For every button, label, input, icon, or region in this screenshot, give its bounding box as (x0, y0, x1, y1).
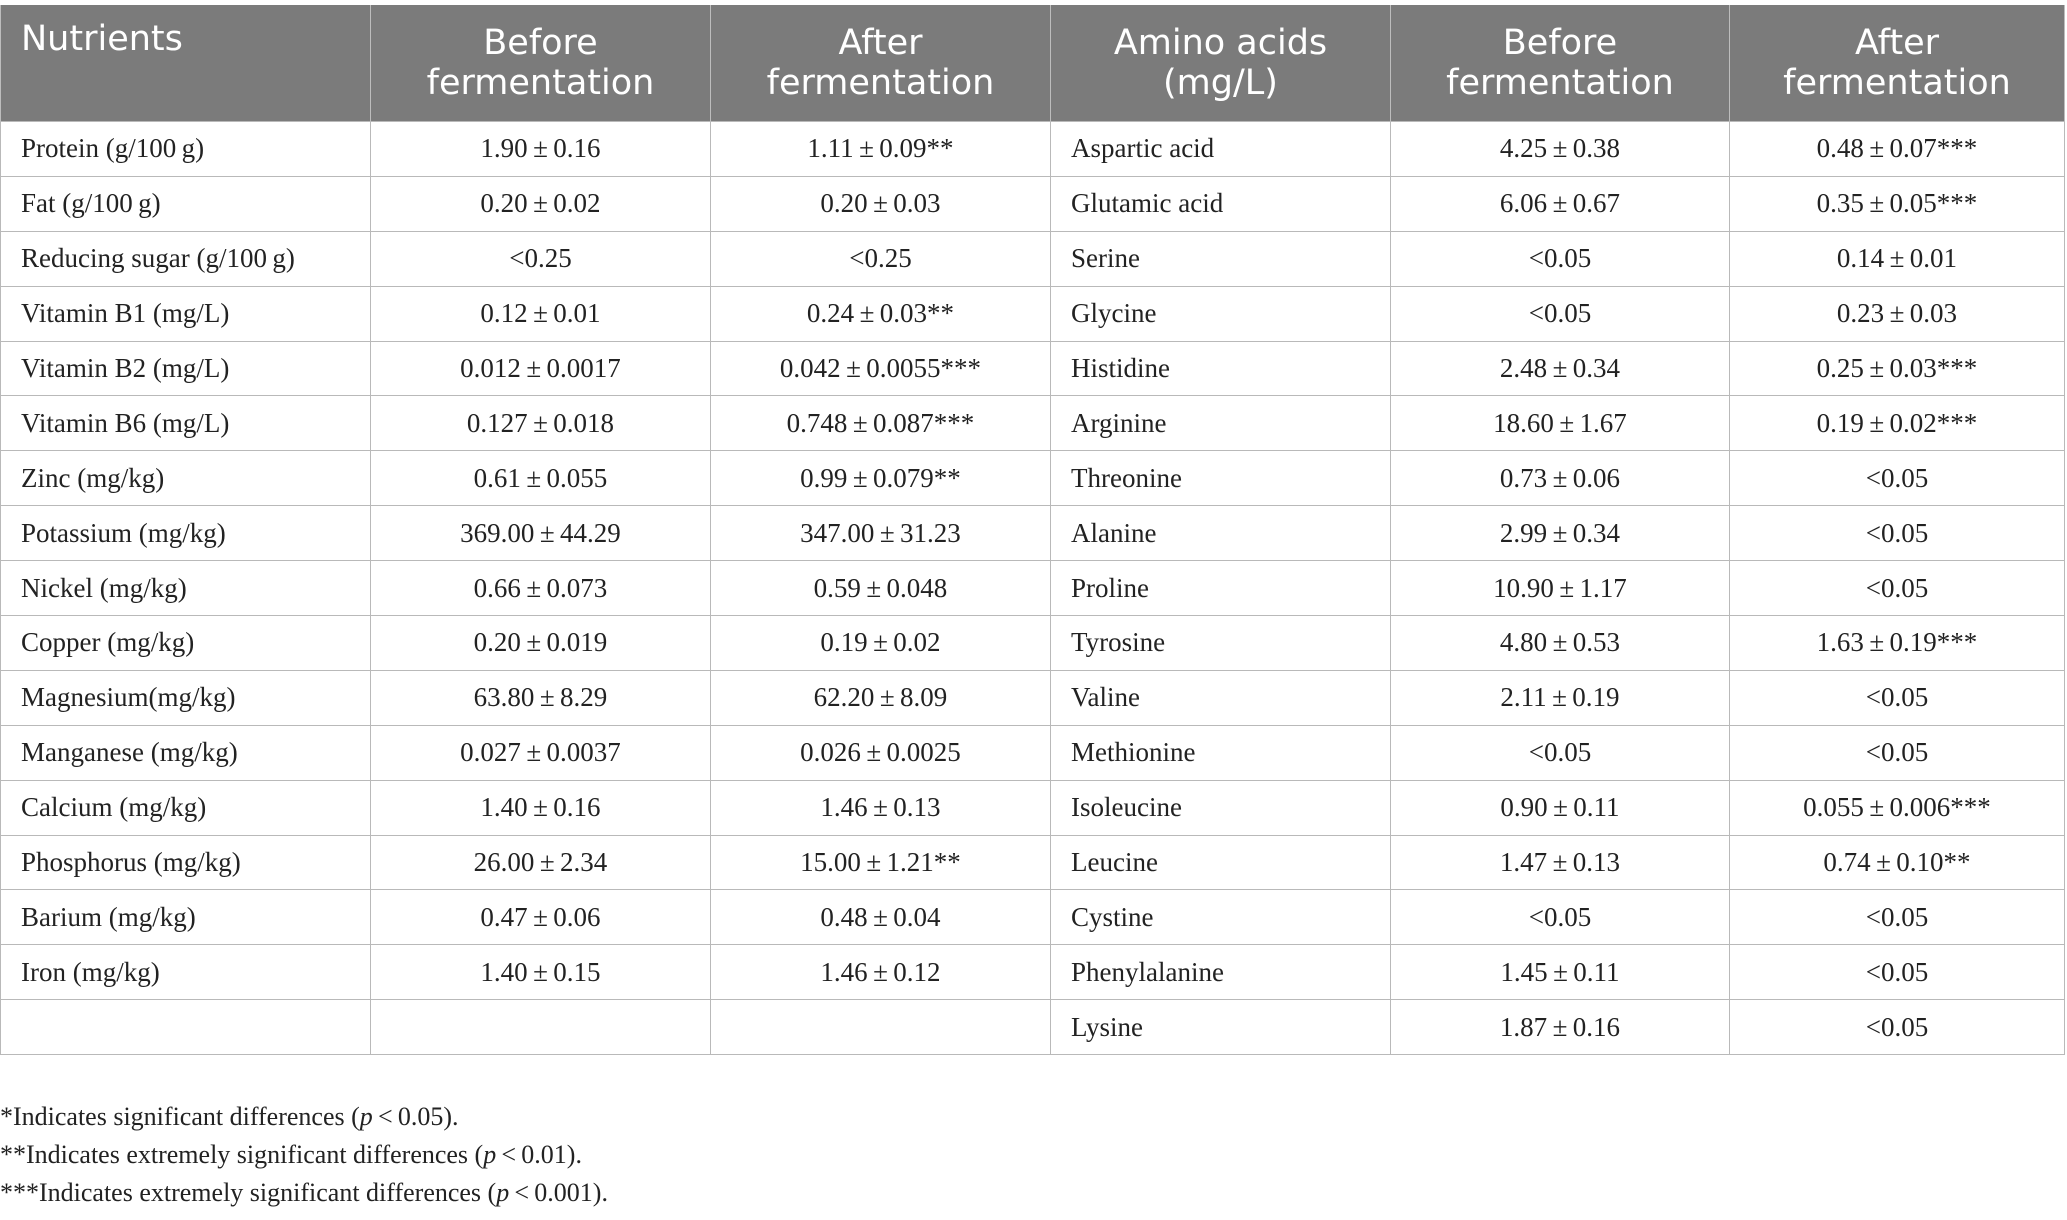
amino-before-cell: 6.06 ± 0.67 (1391, 176, 1730, 231)
table-row (1, 341, 2065, 396)
table-row (1, 945, 2065, 1000)
footnote-p-variable: p (483, 1140, 497, 1169)
amino-before-cell: <0.05 (1391, 286, 1730, 341)
amino-acid-cell: Methionine (1051, 725, 1391, 780)
amino-after-cell: <0.05 (1730, 945, 2065, 1000)
amino-before-cell: <0.05 (1391, 725, 1730, 780)
amino-acid-cell: Glycine (1051, 286, 1391, 341)
nutrient-after-cell: 1.11 ± 0.09** (711, 122, 1051, 177)
amino-acid-cell: Proline (1051, 561, 1391, 616)
amino-after-cell: 0.23 ± 0.03 (1730, 286, 2065, 341)
nutrient-after-cell: 62.20 ± 8.09 (711, 670, 1051, 725)
nutrient-cell: Calcium (mg/kg) (1, 780, 371, 835)
amino-acid-cell: Arginine (1051, 396, 1391, 451)
amino-acid-cell: Histidine (1051, 341, 1391, 396)
amino-before-cell: 0.90 ± 0.11 (1391, 780, 1730, 835)
header-amino-acids (1051, 5, 1391, 122)
header-nutrients: Nutrients (1, 5, 371, 122)
header-nutrients-before (371, 5, 711, 122)
amino-before-cell: 2.99 ± 0.34 (1391, 506, 1730, 561)
amino-before-cell: 2.48 ± 0.34 (1391, 341, 1730, 396)
amino-after-cell: 0.19 ± 0.02*** (1730, 396, 2065, 451)
amino-after-cell: 0.35 ± 0.05*** (1730, 176, 2065, 231)
amino-acid-cell: Serine (1051, 231, 1391, 286)
nutrient-before-cell: <0.25 (371, 231, 711, 286)
header-line: After (838, 23, 923, 63)
amino-before-cell: 18.60 ± 1.67 (1391, 396, 1730, 451)
nutrient-after-cell: 1.46 ± 0.13 (711, 780, 1051, 835)
nutrient-cell: Vitamin B2 (mg/L) (1, 341, 371, 396)
nutrient-before-cell: 1.40 ± 0.16 (371, 780, 711, 835)
amino-after-cell: <0.05 (1730, 451, 2065, 506)
amino-before-cell: 4.25 ± 0.38 (1391, 122, 1730, 177)
header-line: Before (483, 23, 598, 63)
table-row (1, 451, 2065, 506)
nutrient-cell (1, 1000, 371, 1055)
nutrient-before-cell: 1.90 ± 0.16 (371, 122, 711, 177)
nutrient-cell: Copper (mg/kg) (1, 616, 371, 671)
nutrient-cell: Magnesium(mg/kg) (1, 670, 371, 725)
nutrient-before-cell: 0.66 ± 0.073 (371, 561, 711, 616)
table-row (1, 231, 2065, 286)
nutrient-cell: Iron (mg/kg) (1, 945, 371, 1000)
amino-after-cell: 0.74 ± 0.10** (1730, 835, 2065, 890)
nutrient-before-cell: 26.00 ± 2.34 (371, 835, 711, 890)
amino-after-cell: <0.05 (1730, 890, 2065, 945)
header-amino-before (1391, 5, 1730, 122)
table-row (1, 176, 2065, 231)
amino-before-cell: 0.73 ± 0.06 (1391, 451, 1730, 506)
nutrient-after-cell: <0.25 (711, 231, 1051, 286)
amino-acid-cell: Glutamic acid (1051, 176, 1391, 231)
nutrient-after-cell: 0.99 ± 0.079** (711, 451, 1051, 506)
nutrient-before-cell: 0.027 ± 0.0037 (371, 725, 711, 780)
nutrient-after-cell: 0.026 ± 0.0025 (711, 725, 1051, 780)
footnote-text: ***Indicates extremely significant differences ( (0, 1178, 497, 1207)
nutrient-after-cell: 0.59 ± 0.048 (711, 561, 1051, 616)
nutrient-before-cell: 0.47 ± 0.06 (371, 890, 711, 945)
footnote-threshold: < 0.001). (509, 1178, 608, 1207)
header-line: fermentation (766, 63, 995, 103)
amino-acid-cell: Isoleucine (1051, 780, 1391, 835)
header-line: fermentation (1783, 63, 2011, 103)
amino-before-cell: 2.11 ± 0.19 (1391, 670, 1730, 725)
table-body (1, 122, 2065, 1055)
amino-acid-cell: Valine (1051, 670, 1391, 725)
amino-before-cell: 1.45 ± 0.11 (1391, 945, 1730, 1000)
header-row (1, 5, 2065, 122)
nutrient-before-cell: 0.61 ± 0.055 (371, 451, 711, 506)
amino-after-cell: <0.05 (1730, 506, 2065, 561)
amino-acid-cell: Alanine (1051, 506, 1391, 561)
footnote (0, 1098, 608, 1136)
amino-after-cell: <0.05 (1730, 1000, 2065, 1055)
nutrient-cell: Nickel (mg/kg) (1, 561, 371, 616)
amino-after-cell: 0.48 ± 0.07*** (1730, 122, 2065, 177)
amino-acid-cell: Aspartic acid (1051, 122, 1391, 177)
amino-before-cell: <0.05 (1391, 231, 1730, 286)
amino-before-cell: 1.87 ± 0.16 (1391, 1000, 1730, 1055)
amino-acid-cell: Threonine (1051, 451, 1391, 506)
nutrient-after-cell: 347.00 ± 31.23 (711, 506, 1051, 561)
nutrient-before-cell: 0.20 ± 0.019 (371, 616, 711, 671)
amino-after-cell: 0.25 ± 0.03*** (1730, 341, 2065, 396)
nutrient-before-cell (371, 1000, 711, 1055)
amino-after-cell: <0.05 (1730, 561, 2065, 616)
nutrient-before-cell: 1.40 ± 0.15 (371, 945, 711, 1000)
header-line: fermentation (1446, 63, 1674, 103)
nutrient-before-cell: 63.80 ± 8.29 (371, 670, 711, 725)
amino-after-cell: 1.63 ± 0.19*** (1730, 616, 2065, 671)
nutrient-cell: Protein (g/100 g) (1, 122, 371, 177)
table-row (1, 396, 2065, 451)
footnote-text: **Indicates extremely significant differences ( (0, 1140, 484, 1169)
nutrient-after-cell: 0.748 ± 0.087*** (711, 396, 1051, 451)
table-header (1, 5, 2065, 122)
amino-before-cell: 10.90 ± 1.17 (1391, 561, 1730, 616)
nutrient-before-cell: 0.20 ± 0.02 (371, 176, 711, 231)
nutrient-after-cell: 0.24 ± 0.03** (711, 286, 1051, 341)
footnote-p-variable: p (359, 1102, 373, 1131)
nutrient-before-cell: 0.12 ± 0.01 (371, 286, 711, 341)
header-line: Before (1502, 23, 1618, 63)
table-row (1, 670, 2065, 725)
nutrient-before-cell: 369.00 ± 44.29 (371, 506, 711, 561)
amino-after-cell: <0.05 (1730, 725, 2065, 780)
footnote-threshold: < 0.05). (372, 1102, 459, 1131)
table-row (1, 616, 2065, 671)
nutrient-cell: Fat (g/100 g) (1, 176, 371, 231)
nutrient-after-cell: 0.042 ± 0.0055*** (711, 341, 1051, 396)
nutrient-cell: Reducing sugar (g/100 g) (1, 231, 371, 286)
table-row (1, 1000, 2065, 1055)
nutrient-cell: Manganese (mg/kg) (1, 725, 371, 780)
table-row (1, 780, 2065, 835)
footnote-threshold: < 0.01). (496, 1140, 582, 1169)
amino-acid-cell: Cystine (1051, 890, 1391, 945)
nutrient-before-cell: 0.012 ± 0.0017 (371, 341, 711, 396)
table-row (1, 835, 2065, 890)
footnote-text: *Indicates significant differences ( (0, 1102, 360, 1131)
amino-after-cell: 0.14 ± 0.01 (1730, 231, 2065, 286)
header-line: After (1854, 23, 1940, 63)
nutrient-cell: Phosphorus (mg/kg) (1, 835, 371, 890)
nutrient-after-cell: 0.19 ± 0.02 (711, 616, 1051, 671)
table-row (1, 506, 2065, 561)
header-line: fermentation (426, 63, 655, 103)
footnote (0, 1174, 608, 1212)
amino-before-cell: 1.47 ± 0.13 (1391, 835, 1730, 890)
footnote-p-variable: p (496, 1178, 510, 1207)
amino-before-cell: <0.05 (1391, 890, 1730, 945)
amino-acid-cell: Tyrosine (1051, 616, 1391, 671)
nutrient-cell: Vitamin B1 (mg/L) (1, 286, 371, 341)
nutrients-table (0, 5, 2065, 1055)
nutrient-after-cell: 1.46 ± 0.12 (711, 945, 1051, 1000)
nutrient-cell: Barium (mg/kg) (1, 890, 371, 945)
amino-acid-cell: Phenylalanine (1051, 945, 1391, 1000)
nutrient-cell: Zinc (mg/kg) (1, 451, 371, 506)
table-row (1, 561, 2065, 616)
header-line: Amino acids (1113, 23, 1328, 63)
header-amino-after (1730, 5, 2065, 122)
table-row (1, 890, 2065, 945)
table-row (1, 122, 2065, 177)
amino-after-cell: <0.05 (1730, 670, 2065, 725)
nutrient-after-cell (711, 1000, 1051, 1055)
nutrient-after-cell: 0.20 ± 0.03 (711, 176, 1051, 231)
amino-before-cell: 4.80 ± 0.53 (1391, 616, 1730, 671)
amino-acid-cell: Lysine (1051, 1000, 1391, 1055)
header-nutrients-after (711, 5, 1051, 122)
amino-acid-cell: Leucine (1051, 835, 1391, 890)
header-line: (mg/L) (1163, 63, 1278, 103)
table-row (1, 725, 2065, 780)
nutrient-after-cell: 15.00 ± 1.21** (711, 835, 1051, 890)
nutrient-after-cell: 0.48 ± 0.04 (711, 890, 1051, 945)
nutrient-cell: Vitamin B6 (mg/L) (1, 396, 371, 451)
nutrient-before-cell: 0.127 ± 0.018 (371, 396, 711, 451)
amino-after-cell: 0.055 ± 0.006*** (1730, 780, 2065, 835)
nutrient-cell: Potassium (mg/kg) (1, 506, 371, 561)
footnote (0, 1136, 608, 1174)
footnotes (0, 1098, 608, 1212)
table-row (1, 286, 2065, 341)
